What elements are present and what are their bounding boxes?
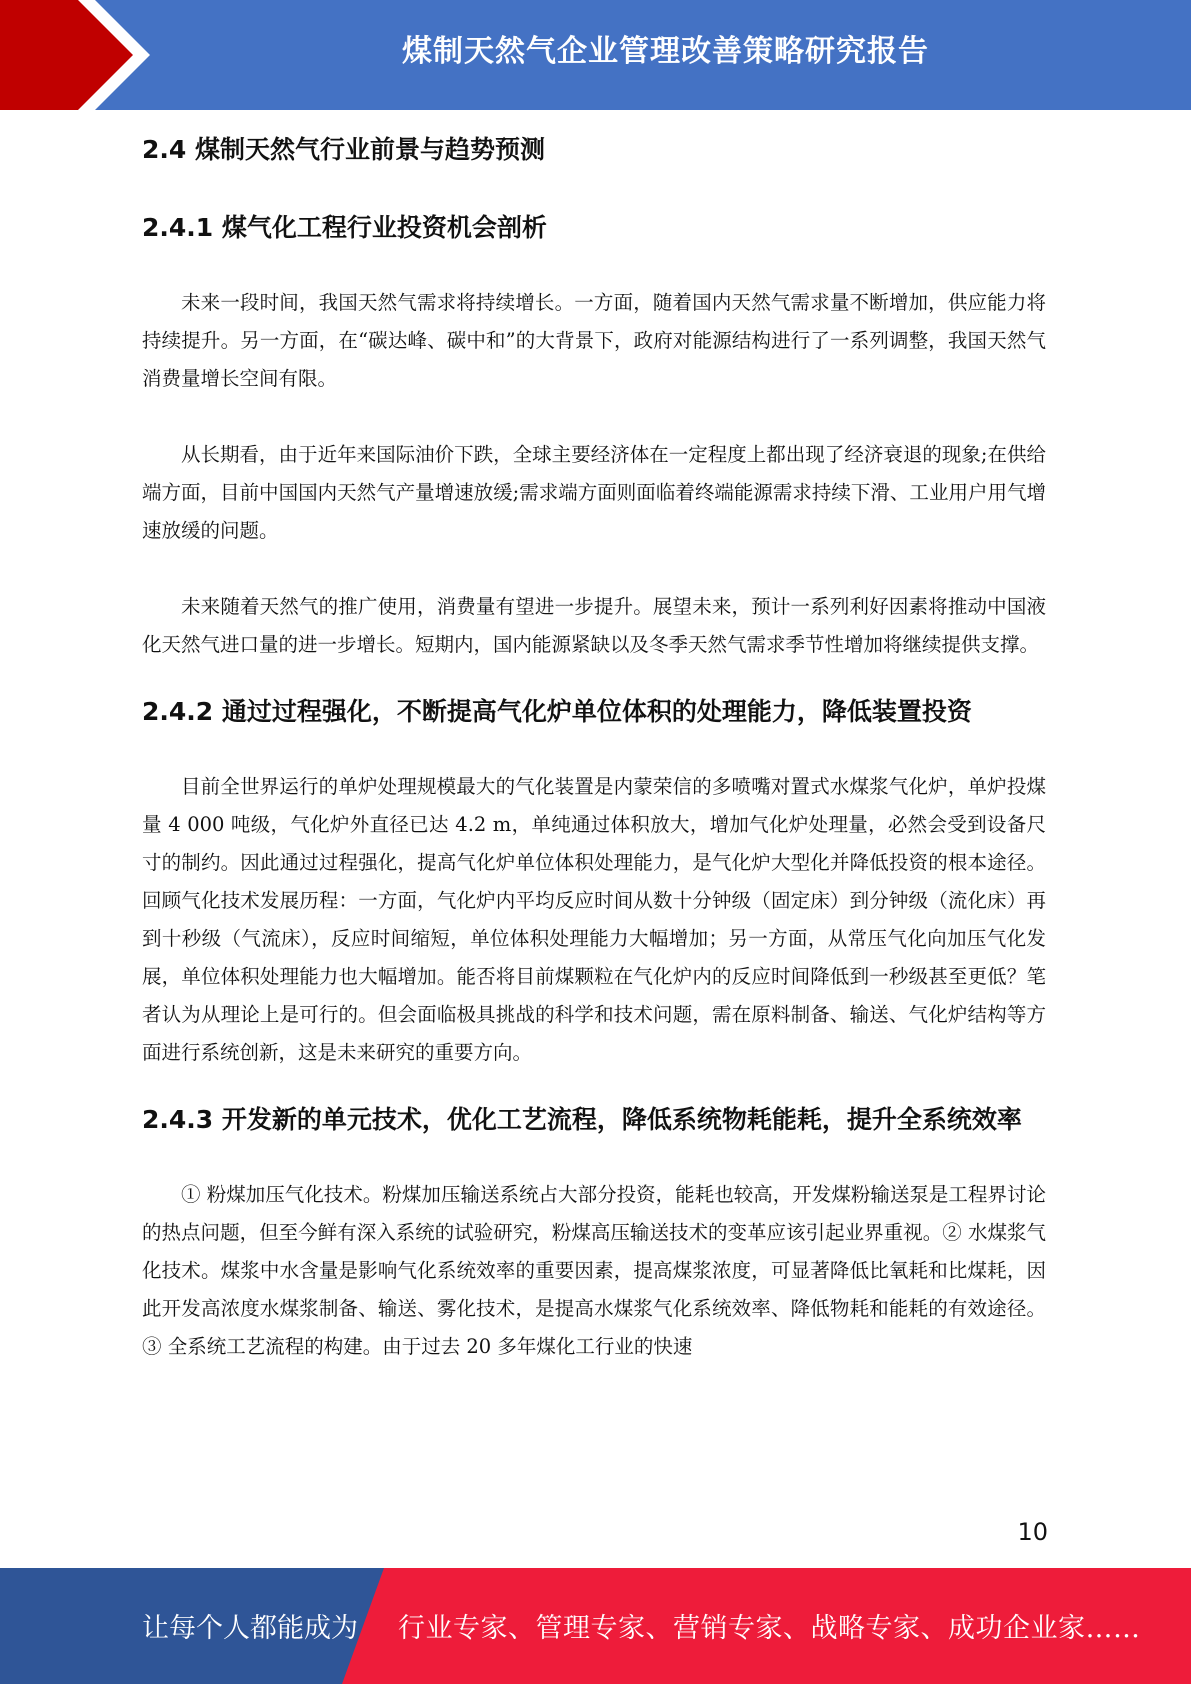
document-body xyxy=(142,128,1046,1366)
section-2-4-2-heading: 2.4.2 通过过程强化，不断提高气化炉单位体积的处理能力，降低装置投资 xyxy=(142,697,972,726)
paragraph: 未来随着天然气的推广使用，消费量有望进一步提升。展望未来，预计一系列利好因素将推动中国液化天然气进口量的进一步增长。短期内，国内能源紧缺以及冬季天然气需求季节性增加将继续提供支撑。 xyxy=(142,595,1046,656)
section-2-4-1-heading: 2.4.1 煤气化工程行业投资机会剖析 xyxy=(142,213,547,242)
paragraph: 目前全世界运行的单炉处理规模最大的气化装置是内蒙荣信的多喷嘴对置式水煤浆气化炉，单炉投煤量 4 000 吨级，气化炉外直径已达 4.2 m，单纯通过体积放大，增加气化炉处理量，必然会受到设备尺寸的制约。因此通过过程强化，提高气化炉单位体积处理能力，是气化炉大型化并降低投资的根本途径。回顾气化技术发展历程：一方面，气化炉内平均反应时间从数十分钟级（固定床）到分钟级（流化床）再到十秒级（气流床），反应时间缩短，单位体积处理能力大幅增加；另一方面，从常压气化向加压气化发展，单位体积处理能力也大幅增加。能否将目前煤颗粒在气化炉内的反应时间降低到一秒级甚至更低？笔者认为从理论上是可行的。但会面临极具挑战的科学和技术问题，需在原料制备、输送、气化炉结构等方面进行系统创新，这是未来研究的重要方向。 xyxy=(142,775,1046,1064)
page-header xyxy=(0,0,1191,110)
page-number: 10 xyxy=(1017,1518,1048,1546)
paragraph: ① 粉煤加压气化技术。粉煤加压输送系统占大部分投资，能耗也较高，开发煤粉输送泵是工程界讨论的热点问题，但至今鲜有深入系统的试验研究，粉煤高压输送技术的变革应该引起业界重视。② 水煤浆气化技术。煤浆中水含量是影响气化系统效率的重要因素，提高煤浆浓度，可显著降低比氧耗和比煤耗，因此开发高浓度水煤浆制备、输送、雾化技术，是提高水煤浆气化系统效率、降低物耗和能耗的有效途径。③ 全系统工艺流程的构建。由于过去 20 多年煤化工行业的快速 xyxy=(142,1183,1046,1358)
footer-slogan-left: 让每个人都能成为 xyxy=(142,1613,358,1644)
section-2-4-3-heading: 2.4.3 开发新的单元技术，优化工艺流程，降低系统物耗能耗，提升全系统效率 xyxy=(142,1105,1022,1134)
footer-slogan-right: 行业专家、管理专家、营销专家、战略专家、成功企业家…… xyxy=(398,1613,1141,1644)
page-footer xyxy=(0,1568,1191,1684)
paragraph: 未来一段时间，我国天然气需求将持续增长。一方面，随着国内天然气需求量不断增加，供应能力将持续提升。另一方面，在“碳达峰、碳中和”的大背景下，政府对能源结构进行了一系列调整，我国天然气消费量增长空间有限。 xyxy=(142,291,1046,390)
report-title: 煤制天然气企业管理改善策略研究报告 xyxy=(402,34,929,69)
section-2-4-heading: 2.4 煤制天然气行业前景与趋势预测 xyxy=(142,135,545,164)
paragraph: 从长期看，由于近年来国际油价下跌，全球主要经济体在一定程度上都出现了经济衰退的现象;在供给端方面，目前中国国内天然气产量增速放缓;需求端方面则面临着终端能源需求持续下滑、工业用户用气增速放缓的问题。 xyxy=(142,443,1046,542)
